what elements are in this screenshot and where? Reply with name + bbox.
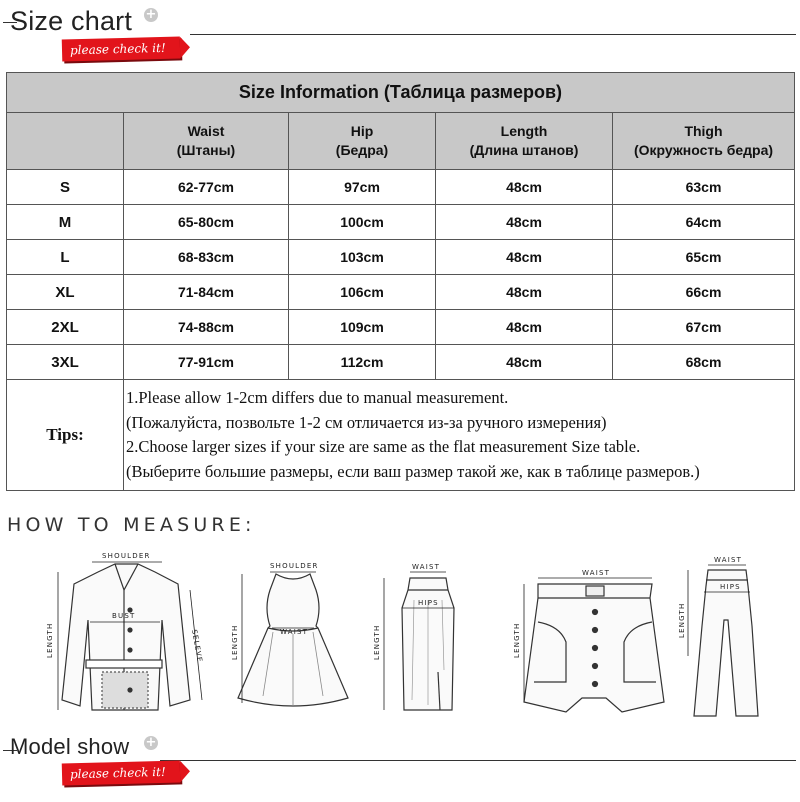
table-row	[7, 275, 795, 310]
size-chart-title: Size chart	[10, 6, 133, 36]
tips-text	[124, 380, 795, 491]
waist-cell: 71-84cm	[124, 275, 289, 310]
size-cell: L	[7, 240, 124, 275]
table-row	[7, 345, 795, 380]
header-rule	[160, 760, 796, 761]
length-label: LENGTH	[231, 624, 239, 660]
size-cell: S	[7, 170, 124, 205]
hips-label: HIPS	[720, 583, 741, 591]
length-cell: 48cm	[436, 170, 613, 205]
thigh-cell: 63cm	[613, 170, 795, 205]
waist-label: WAIST	[714, 556, 743, 564]
length-label: LENGTH	[678, 602, 686, 638]
size-cell: 3XL	[7, 345, 124, 380]
table-row	[7, 240, 795, 275]
dress-diagram	[228, 558, 358, 718]
tips-label: Tips:	[7, 380, 124, 491]
header-rule	[190, 34, 796, 35]
size-cell: 2XL	[7, 310, 124, 345]
hips-label: HIPS	[418, 599, 439, 607]
model-show-header	[0, 732, 800, 802]
tip-line: (Выберите большие размеры, если ваш размер такой же, как в таблице размеров.)	[126, 461, 700, 481]
table-header-row	[7, 113, 795, 170]
waist-label: WAIST	[412, 563, 441, 571]
thigh-cell: 65cm	[613, 240, 795, 275]
shoulder-label: SHOULDER	[102, 552, 151, 560]
please-check-badge: please check it!	[62, 36, 181, 61]
plus-circle-icon: +	[145, 735, 157, 750]
waist-label: WAIST	[582, 569, 611, 577]
length-cell: 48cm	[436, 345, 613, 380]
trousers-diagram	[676, 556, 776, 726]
length-label: LENGTH	[373, 624, 381, 660]
waist-label: WAIST	[280, 628, 309, 636]
table-title: Size Information (Таблица размеров)	[7, 73, 795, 113]
header-empty-cell	[7, 113, 124, 170]
skirt-diagram	[368, 560, 478, 725]
table-row	[7, 170, 795, 205]
hip-cell: 100cm	[289, 205, 436, 240]
hip-cell: 109cm	[289, 310, 436, 345]
length-label: LENGTH	[46, 622, 54, 658]
header-waist: Waist (Штаны)	[124, 113, 289, 170]
please-check-badge: please check it!	[62, 760, 181, 785]
shorts-diagram	[510, 562, 680, 722]
hip-cell: 103cm	[289, 240, 436, 275]
table-row	[7, 310, 795, 345]
tip-line: (Пожалуйста, позвольте 1-2 см отличается из-за ручного измерения)	[126, 412, 607, 432]
size-cell: M	[7, 205, 124, 240]
waist-cell: 77-91cm	[124, 345, 289, 380]
thigh-cell: 67cm	[613, 310, 795, 345]
size-table	[6, 72, 795, 491]
waist-cell: 68-83cm	[124, 240, 289, 275]
header-length: Length (Длина штанов)	[436, 113, 613, 170]
bust-label: BUST	[112, 612, 136, 620]
waist-cell: 74-88cm	[124, 310, 289, 345]
tip-line: 2.Choose larger sizes if your size are same as the flat measurement Size table.	[126, 437, 641, 456]
length-cell: 48cm	[436, 310, 613, 345]
header-hip: Hip (Бедра)	[289, 113, 436, 170]
length-cell: 48cm	[436, 205, 613, 240]
model-show-title: Model show	[10, 734, 130, 759]
waist-cell: 62-77cm	[124, 170, 289, 205]
tip-line: 1.Please allow 1-2cm differs due to manual measurement.	[126, 388, 509, 407]
hip-cell: 112cm	[289, 345, 436, 380]
tips-row	[7, 380, 795, 491]
size-cell: XL	[7, 275, 124, 310]
waist-cell: 65-80cm	[124, 205, 289, 240]
thigh-cell: 66cm	[613, 275, 795, 310]
shoulder-label: SHOULDER	[270, 562, 319, 570]
length-cell: 48cm	[436, 275, 613, 310]
thigh-cell: 64cm	[613, 205, 795, 240]
size-chart-header	[0, 0, 800, 70]
length-cell: 48cm	[436, 240, 613, 275]
length-label: LENGTH	[513, 622, 521, 658]
jacket-diagram	[40, 550, 215, 725]
how-to-measure-title: HOW TO MEASURE:	[7, 514, 256, 536]
plus-circle-icon: +	[145, 7, 157, 22]
selve-label: SELEVE	[190, 628, 204, 664]
hip-cell: 106cm	[289, 275, 436, 310]
thigh-cell: 68cm	[613, 345, 795, 380]
header-thigh: Thigh (Окружность бедра)	[613, 113, 795, 170]
table-row	[7, 205, 795, 240]
table-title-row	[7, 73, 795, 113]
hip-cell: 97cm	[289, 170, 436, 205]
